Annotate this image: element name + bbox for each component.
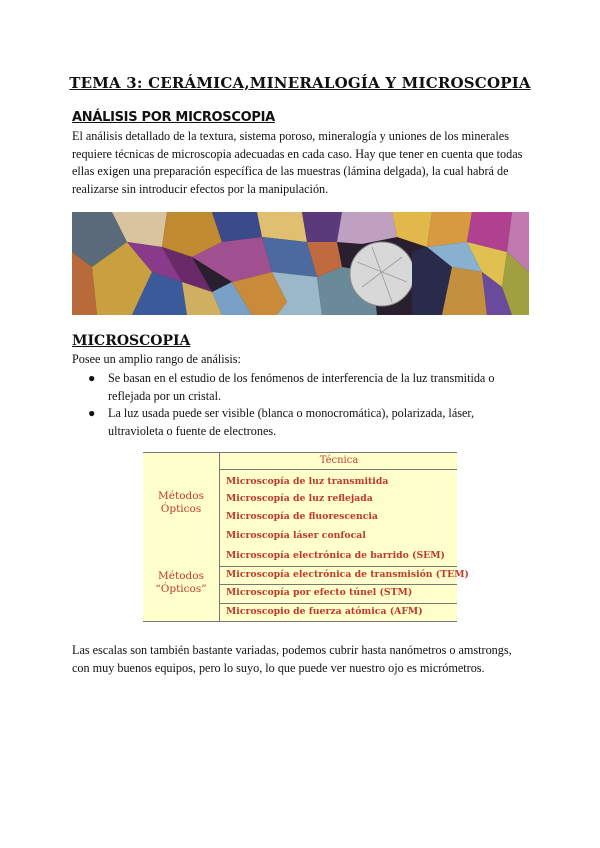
table-row: Microscopio de fuerza atómica (AFM): [226, 606, 423, 617]
table-row: Microscopía de luz reflejada: [226, 493, 373, 504]
text-line: requiere técnicas de microscopia adecuadas en cada caso. Hay que tener en cuenta que todas: [72, 146, 523, 161]
bullet-icon: ●: [88, 406, 96, 421]
table-rule: [143, 621, 457, 622]
text-line: ultravioleta o fuente de electrones.: [108, 423, 277, 438]
group-label-opticos: [143, 490, 219, 516]
text-line: El análisis detallado de la textura, sistema poroso, mineralogía y uniones de los minerales: [72, 129, 509, 143]
table-row: Microscopía láser confocal: [226, 530, 366, 541]
paragraph-analisis: [72, 128, 532, 198]
table-row: Microscopía electrónica de transmisión (TEM): [226, 569, 469, 580]
group-label-line: Métodos: [158, 570, 204, 582]
group-label-line: “Ópticos”: [155, 583, 207, 595]
bullet-list: [72, 370, 532, 440]
text-line: Se basan en el estudio de los fenómenos de interferencia de la luz transmitida o: [108, 371, 495, 385]
thin-section-micrograph: [72, 212, 529, 315]
text-line: ellas exigen una preparación específica de las muestras (lámina delgada), la cual habrá de: [72, 164, 509, 179]
text-line: La luz usada puede ser visible (blanca o monocromática), polarizada, láser,: [108, 406, 474, 421]
list-item: [72, 370, 532, 405]
section-heading-microscopia: MICROSCOPIA: [72, 333, 191, 349]
paragraph-escalas: [72, 642, 532, 677]
table-divider: [219, 452, 220, 622]
group-label-line: Métodos: [158, 490, 204, 502]
text-line: con muy buenos equipos, pero lo suyo, lo que puede ver nuestro ojo es micrómetros.: [72, 660, 485, 675]
table-row: Microscopía por efecto túnel (STM): [226, 587, 413, 598]
paragraph-intro: Posee un amplio rango de análisis:: [72, 352, 241, 366]
text-line: Las escalas son también bastante variadas, podemos cubrir hasta nanómetros o amstrongs,: [72, 643, 512, 657]
table-row: Microscopía electrónica de barrido (SEM): [226, 550, 445, 561]
page-title: TEMA 3: CERÁMICA,MINERALOGÍA Y MICROSCOPIA: [69, 74, 531, 92]
text-line: realizarse sin introducir efectos por la manipulación.: [72, 181, 329, 196]
microscopy-techniques-table: [143, 452, 469, 622]
table-row: Microscopía de luz transmitida: [226, 476, 389, 487]
bullet-icon: ●: [88, 371, 96, 385]
table-row: Microscopía de fluorescencia: [226, 511, 378, 522]
group-label-line: Ópticos: [160, 503, 202, 515]
group-label-opticos-quoted: [143, 570, 219, 596]
list-item: [72, 405, 532, 440]
text-line: reflejada por un cristal.: [108, 388, 222, 403]
section-heading-analisis: ANÁLISIS POR MICROSCOPIA: [72, 110, 275, 125]
micrograph-image: [72, 212, 529, 315]
table-rule: [220, 469, 457, 470]
table-header: Técnica: [319, 455, 359, 466]
